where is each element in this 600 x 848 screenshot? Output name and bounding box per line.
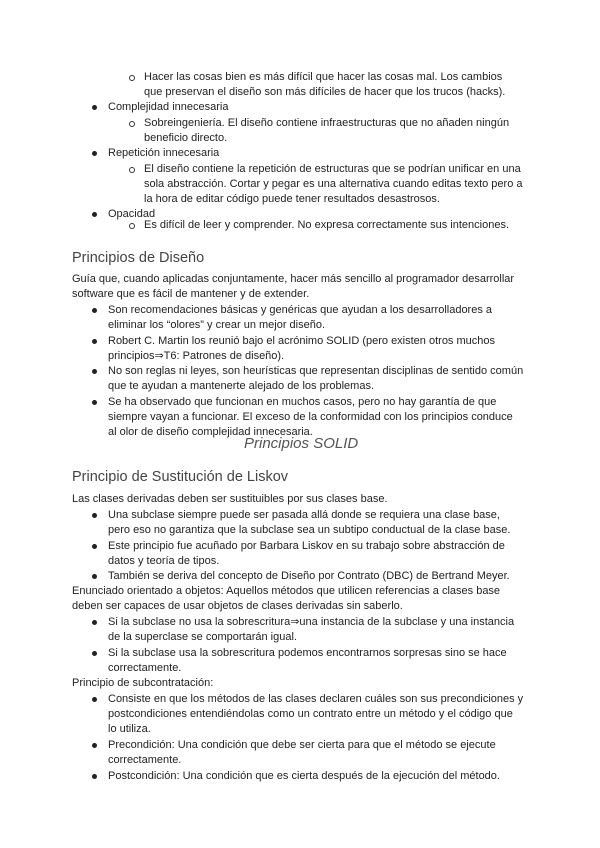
bullet-marker bbox=[92, 743, 97, 748]
paragraph-text: Enunciado orientado a objetos: Aquellos métodos que utilicen referencias a clases base bbox=[72, 585, 501, 597]
list-item-text: Consiste en que los métodos de las clases declaren cuáles son sus precondiciones y bbox=[108, 693, 524, 705]
list-item-text: Si la subclase no usa la sobrescritura⇒una instancia de la subclase y una instancia bbox=[108, 616, 515, 628]
list-item-text: Una subclase siempre puede ser pasada allá donde se requiera una clase base, bbox=[108, 509, 500, 521]
sub-bullet-marker bbox=[129, 121, 135, 127]
bullet-marker bbox=[92, 339, 97, 344]
list-item-text: Sobreingeniería. El diseño contiene infraestructuras que no añaden ningún bbox=[144, 117, 510, 129]
bullet-marker bbox=[92, 212, 97, 217]
bullet-marker bbox=[92, 308, 97, 313]
paragraph-text: deben ser capaces de usar objetos de clases derivadas sin saberlo. bbox=[72, 600, 403, 612]
paragraph-text: Las clases derivadas deben ser sustituibles por sus clases base. bbox=[72, 493, 388, 505]
list-item-text: Son recomendaciones básicas y genéricas que ayudan a los desarrolladores a bbox=[108, 304, 493, 316]
list-item-text: eliminar los “olores” y crear un mejor diseño. bbox=[108, 319, 326, 331]
list-item-text: siempre vayan a funcionar. El exceso de la conformidad con los principios conduce bbox=[108, 411, 513, 423]
list-item-text: El diseño contiene la repetición de estructuras que se podrían unificar en una bbox=[144, 163, 521, 175]
bullet-marker bbox=[92, 651, 97, 656]
list-item-text: sola abstracción. Cortar y pegar es una alternativa cuando editas texto pero a bbox=[144, 178, 523, 190]
bullet-marker bbox=[92, 620, 97, 625]
paragraph-text: Principio de subcontratación: bbox=[72, 677, 214, 689]
list-item-text: Este principio fue acuñado por Barbara Liskov en su trabajo sobre abstracción de bbox=[108, 540, 505, 552]
list-item-text: de la superclase se comportarán igual. bbox=[108, 631, 297, 643]
paragraph-text: Guía que, cuando aplicadas conjuntamente, hacer más sencillo al programador desarrollar bbox=[72, 273, 515, 285]
bullet-marker bbox=[92, 151, 97, 156]
bullet-marker bbox=[92, 544, 97, 549]
list-item-text: postcondiciones entendiéndolas como un contrato entre un método y el código que bbox=[108, 708, 513, 720]
list-item-text: la hora de editar código puede tener resultados desastrosos. bbox=[144, 193, 440, 205]
list-item-text: Robert C. Martin los reunió bajo el acrónimo SOLID (pero existen otros muchos bbox=[108, 335, 496, 347]
paragraph-text: software que es fácil de mantener y de extender. bbox=[72, 288, 310, 300]
list-item-text: que te ayudan a mantenerte alejado de los problemas. bbox=[108, 380, 375, 392]
bullet-marker bbox=[92, 105, 97, 110]
bullet-marker bbox=[92, 400, 97, 405]
list-item-text: Postcondición: Una condición que es cierta después de la ejecución del método. bbox=[108, 770, 500, 782]
list-item-text: al olor de diseño complejidad innecesaria. bbox=[108, 426, 313, 438]
list-item-text: Si la subclase usa la sobrescritura podemos encontrarnos sorpresas sino se hace bbox=[108, 647, 507, 659]
list-item-text: No son reglas ni leyes, son heurísticas que representan disciplinas de sentido común bbox=[108, 365, 524, 377]
section-heading: Principios de Diseño bbox=[72, 250, 205, 266]
list-item-text: Se ha observado que funcionan en muchos casos, pero no hay garantía de que bbox=[108, 396, 497, 408]
sub-bullet-marker bbox=[129, 223, 135, 229]
sub-bullet-marker bbox=[129, 75, 135, 81]
sub-bullet-marker bbox=[129, 167, 135, 173]
section-heading: Principio de Sustitución de Liskov bbox=[72, 469, 289, 485]
bullet-marker bbox=[92, 697, 97, 702]
list-item-text: pero eso no garantiza que la subclase sea un subtipo conductual de la clase base. bbox=[108, 524, 511, 536]
list-item-text: También se deriva del concepto de Diseño por Contrato (DBC) de Bertrand Meyer. bbox=[108, 570, 510, 582]
bullet-marker bbox=[92, 774, 97, 779]
list-item-text: beneficio directo. bbox=[144, 132, 228, 144]
list-item-text: lo utiliza. bbox=[108, 723, 151, 735]
list-item-text: Es difícil de leer y comprender. No expresa correctamente sus intenciones. bbox=[144, 219, 510, 231]
list-item-text: correctamente. bbox=[108, 754, 182, 766]
list-item-text: principios⇒T6: Patrones de diseño). bbox=[108, 350, 285, 362]
list-item-text: Opacidad bbox=[108, 208, 156, 220]
list-item-text: que preservan el diseño son más difíciles de hacer que los trucos (hacks). bbox=[144, 86, 506, 98]
list-item-text: Repetición innecesaria bbox=[108, 147, 220, 159]
bullet-marker bbox=[92, 369, 97, 374]
list-item-text: Complejidad innecesaria bbox=[108, 101, 229, 113]
bullet-marker bbox=[92, 513, 97, 518]
list-item-text: Hacer las cosas bien es más difícil que hacer las cosas mal. Los cambios bbox=[144, 71, 503, 83]
page-title: Principios SOLID bbox=[244, 435, 359, 452]
list-item-text: datos y teoría de tipos. bbox=[108, 555, 220, 567]
list-item-text: correctamente. bbox=[108, 662, 182, 674]
list-item-text: Precondición: Una condición que debe ser cierta para que el método se ejecute bbox=[108, 739, 496, 751]
bullet-marker bbox=[92, 574, 97, 579]
